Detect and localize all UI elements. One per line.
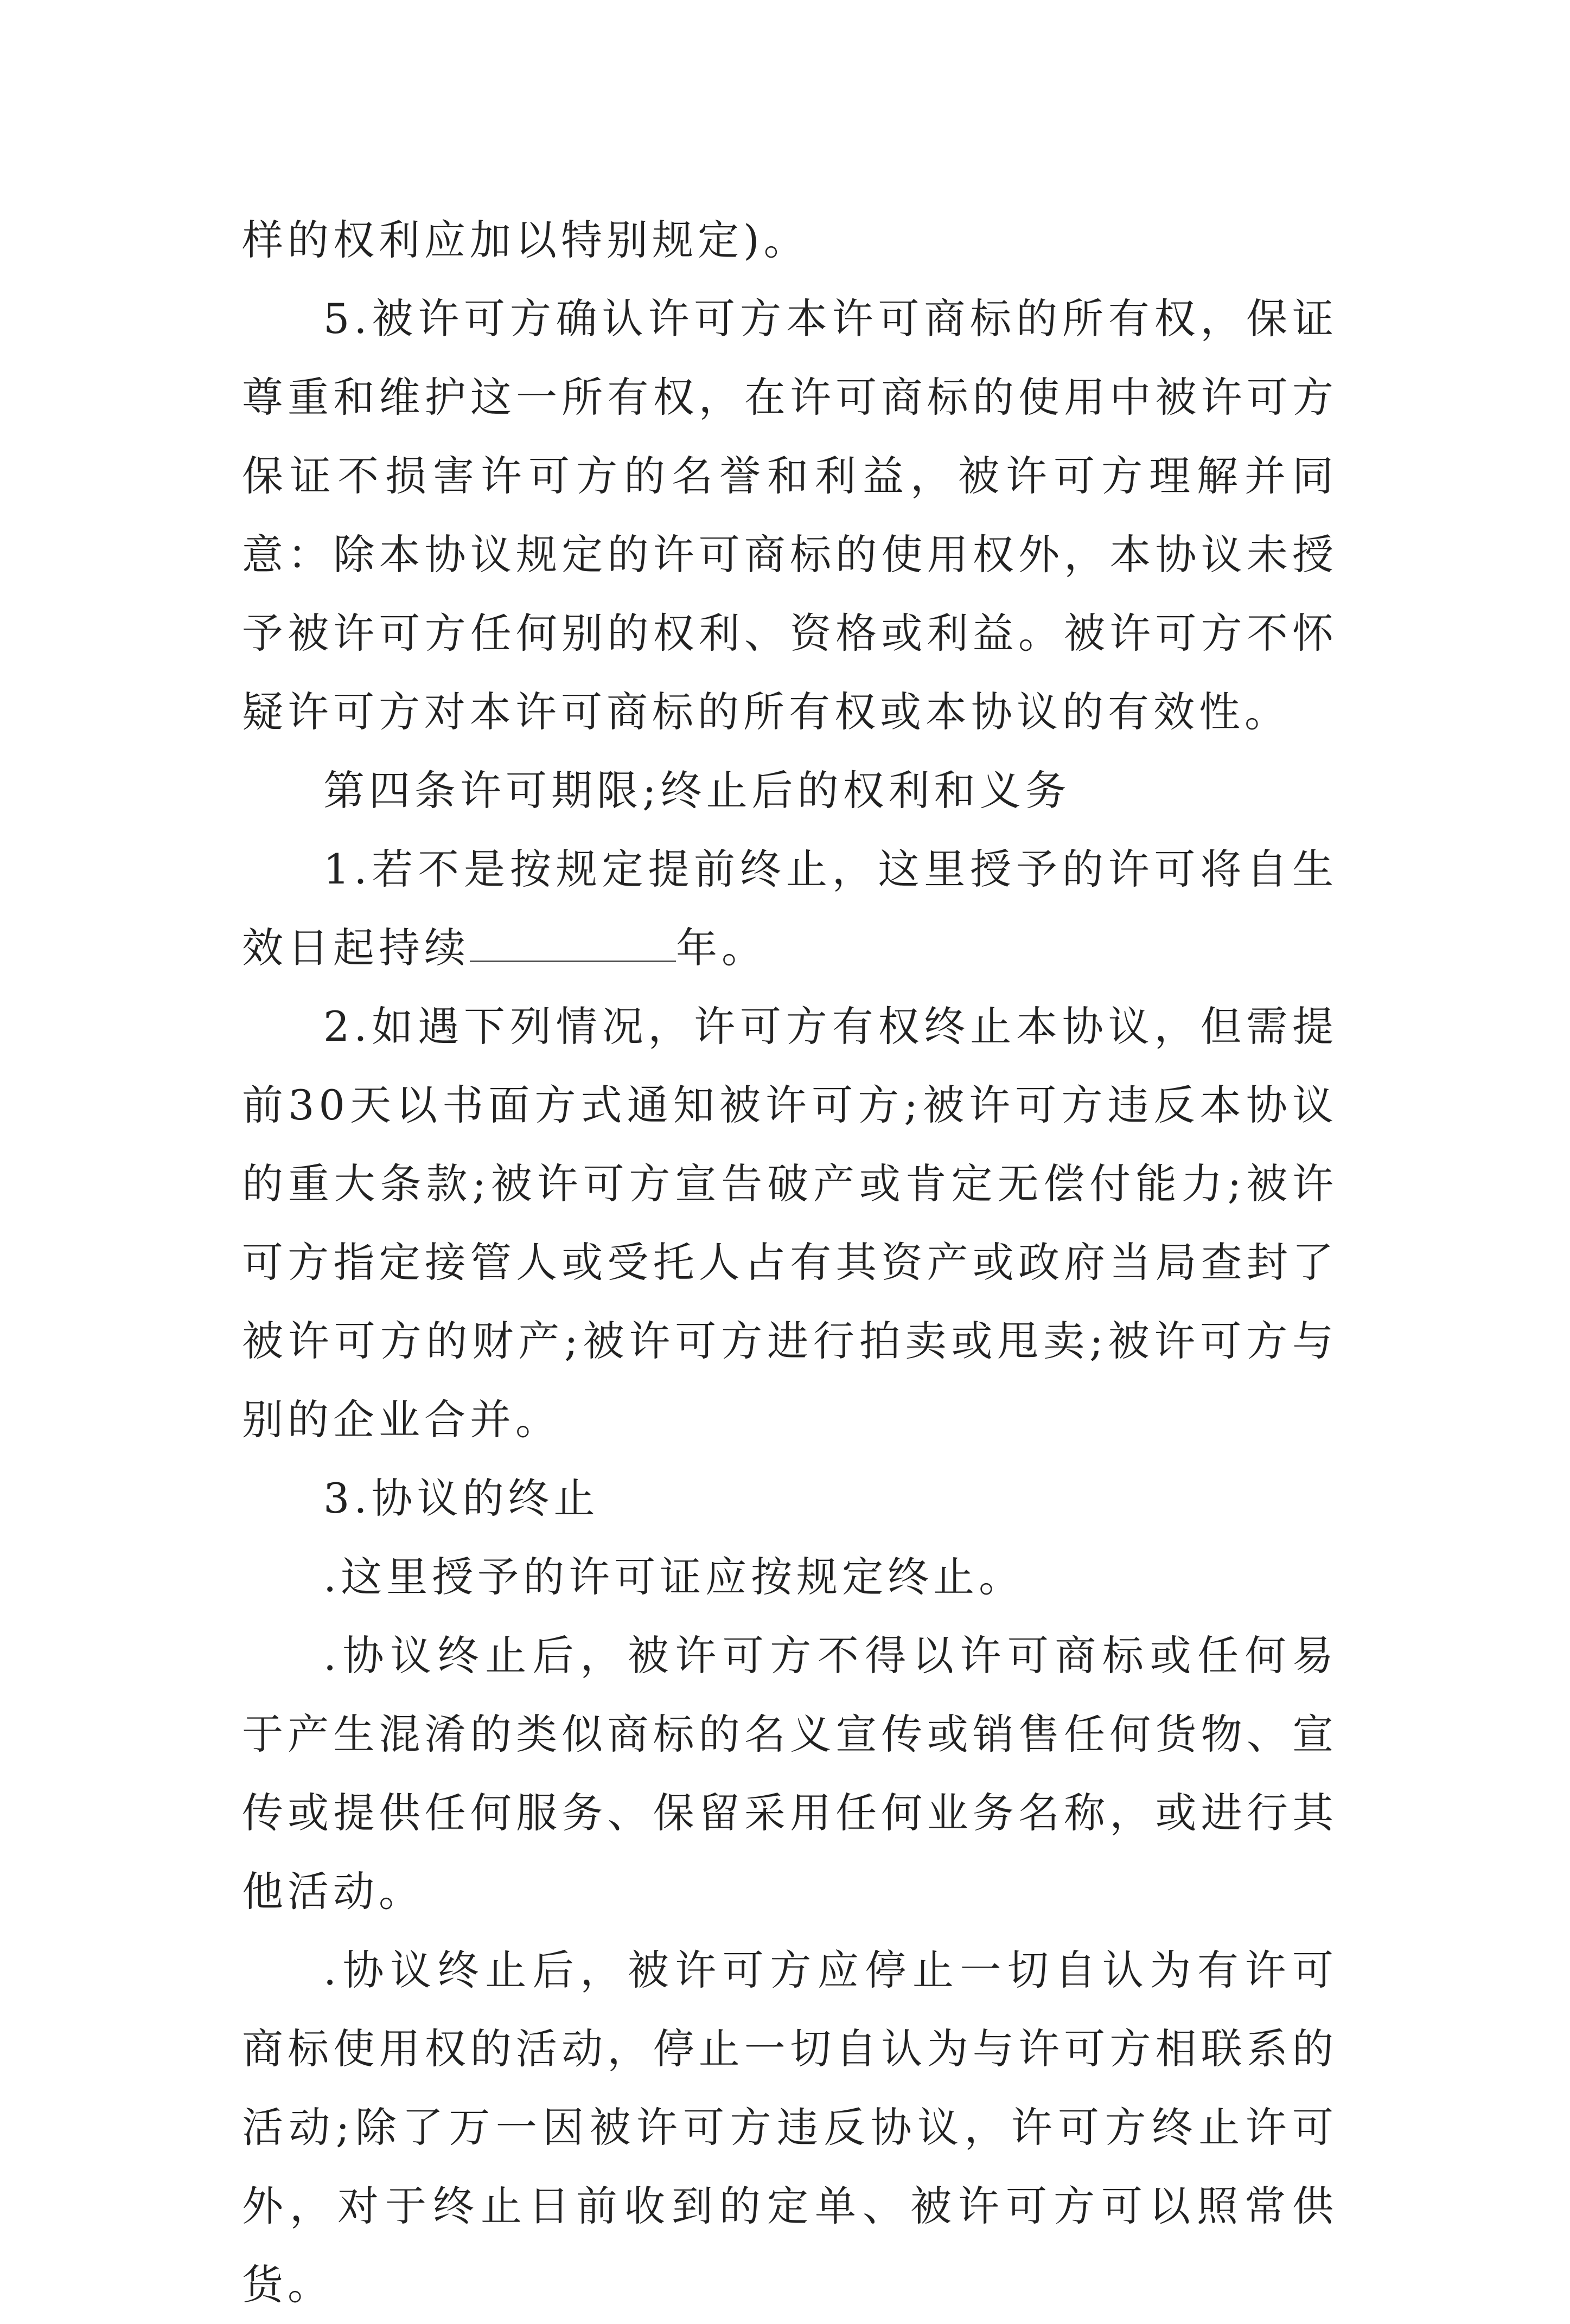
document-body <box>242 201 1338 2324</box>
paragraph-clause-3-heading: 3.协议的终止 <box>323 1474 599 1522</box>
paragraph-termination-item-3: .协议终止后，被许可方应停止一切自认为有许可商标使用权的活动，停止一切自认为与许可方相联系的活动;除了万一因被许可方违反协议，许可方终止许可外，对于终止日前收到的定单、被许可方可以照常供货。 <box>242 1946 1338 2309</box>
section-heading-article-4: 第四条许可期限;终止后的权利和义务 <box>323 766 1071 815</box>
paragraph-clause-1 <box>242 830 1338 987</box>
paragraph-termination-item-1: .这里授予的许可证应按规定终止。 <box>323 1553 1025 1601</box>
paragraph-clause-5: 5.被许可方确认许可方本许可商标的所有权，保证尊重和维护这一所有权，在许可商标的使用中被许可方保证不损害许可方的名誉和利益，被许可方理解并同意：除本协议规定的许可商标的使用权外，本协议未授予被许可方任何别的权利、资格或利益。被许可方不怀疑许可方对本许可商标的所有权或本协议的有效性。 <box>242 294 1338 736</box>
paragraph-termination-item-2: .协议终止后，被许可方不得以许可商标或任何易于产生混淆的类似商标的名义宣传或销售任何货物、宣传或提供任何服务、保留采用任何业务名称，或进行其他活动。 <box>242 1631 1338 1916</box>
clause-1-suffix: 年。 <box>676 924 767 972</box>
clause-1-text: 1.若不是按规定提前终止，这里授予的许可将自生效日起持续 <box>242 845 1338 972</box>
paragraph-clause-2: 2.如遇下列情况，许可方有权终止本协议，但需提前30天以书面方式通知被许可方;被许可方违反本协议的重大条款;被许可方宣告破产或肯定无偿付能力;被许可方指定接管人或受托人占有其资产或政府当局查封了被许可方的财产;被许可方进行拍卖或甩卖;被许可方与别的企业合并。 <box>242 1002 1338 1444</box>
blank-fill-line <box>470 923 676 962</box>
paragraph-continuation: 样的权利应加以特别规定)。 <box>242 216 809 264</box>
